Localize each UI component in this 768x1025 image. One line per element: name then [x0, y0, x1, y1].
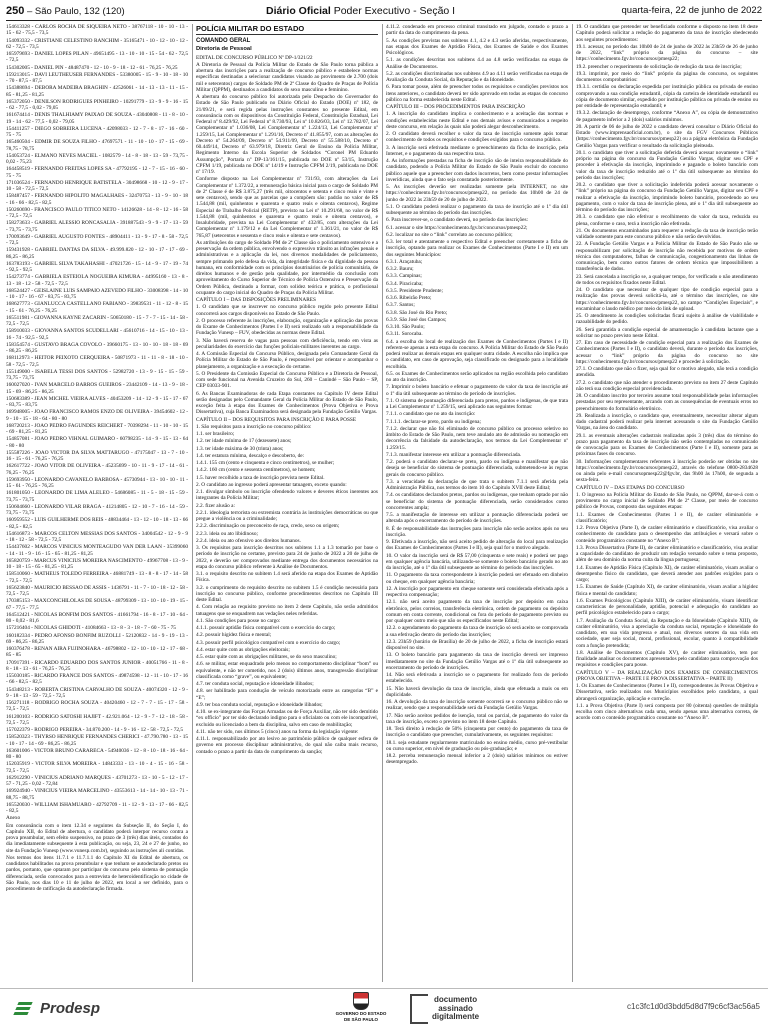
government-name-line1: GOVERNO DO ESTADO: [335, 1011, 387, 1016]
paragraph: 4.2. possuir higidez física e mental;: [196, 632, 272, 639]
paragraph: 7.3. a veracidade da declaração de que trata o subitem 7.1.1 será aferida pela Administração Pública, nos termos do item 10 do Capítulo XVII deste Edital;: [386, 478, 568, 491]
paragraph: 20.2. o candidato que tiver a solicitação indeferida poderá acessar novamente o “link” próprio na página do concurso da Fundação Getúlio Vargas, digitar seu CPF e realizar a efetivação da inscrição, imprimindo boleto bancário, procedendo ao seu pagamento, com o valor da taxa de inscrição plena, até o 1º dia útil subsequente ao término do período das inscrições;: [576, 182, 758, 213]
paragraph: 165460504 - EDMIR DE SOUZA FILHO - 47697571 - 11 - 10 - 10 - 17 - 15 - 69 - 78,75 - 78,75: [6, 139, 188, 152]
paragraph: 9. Efetivada a inscrição, não será aceito pedido de alteração do local para realização dos Exames de Conhecimentos (Partes I e II), seja qual for o motivo alegado.: [386, 539, 568, 552]
paragraph: 168627773 - GIANLUCCA CASTELLANO FABIANO - 39839531 - 11 - 12 - 8 - 15 - 15 - 61 - 76,25 - 76,25: [6, 301, 188, 314]
paragraph: 165520030 - WILLIAM ISHAMUARO - 42792709 - 11 - 12 - 9 - 13 - 17 - 66 - 82,5 - 82,5: [6, 801, 188, 814]
column-3: [386, 24, 568, 982]
paragraph: 161674414 - DENIS THALHIAMY PAIXAO DE SOUZA - 43040808 - 11 - 8 - 10 - 19 - 14 - 62 - 77,5 - 0,02 - 79,05: [6, 112, 188, 125]
paragraph: 12. A inscrição por pagamento em cheque somente será considerada efetivada após a respectiva compensação;: [386, 585, 568, 598]
paragraph: 2.1. divulgar símbolo ou inscrição ofendendo valores e deveres éticos inerentes aos integrantes da Polícia Militar;: [196, 489, 378, 502]
paragraph: 5.1. as condições descritas nos subitens 4.4 ao 4.8 serão verificadas na etapa de Análise de Documentos.: [386, 57, 568, 70]
paragraph: 5. O Presidente da Comissão Especial do Concurso Público e a Diretoria de Pessoal, com sede funcional na Avenida Cruzeiro do Sul, 260 – Canindé – São Paulo – SP, CEP 03033-901.: [196, 370, 378, 390]
paragraph: 1. A inscrição do candidato implica o conhecimento e a aceitação das normas e condições estabelecidas neste Edital e nos demais avisos e comunicados a respeito deste concurso, em relação às quais não poderá alegar desconhecimento.: [386, 111, 568, 130]
paragraph: 168720213 - JOAO PEDRO FAGUNDES REICHERT - 70398294 - 11 - 10 - 10 - 15 - 69 - 81,25 - 81,25: [6, 422, 188, 435]
paragraph: 5.1. O candidato poderá realizar o pagamento da taxa de inscrição até o 1º dia útil subsequente ao término do período das inscrições.: [386, 203, 568, 216]
paragraph: 160959552 - LUIS GUILHERME DOS REIS - 48834464 - 13 - 12 - 10 - 18 - 13 - 66 - 82,5 - 82,5: [6, 517, 188, 530]
paragraph: CAPÍTULO II – DOS REQUISITOS PARA INSCRIÇÃO E PARA POSSE: [196, 416, 357, 423]
paragraph: 150683389 - JEAN MICHEL VIEIRA ALVES - 40453209 - 14 - 12 - 9 - 15 - 17 - 67 - 83,75 - 83,75: [6, 395, 188, 408]
paragraph: 170917391 - RICARDO EDUARDO DOS SANTOS JUNIOR - 40051766 - 11 - 8 - 8 - 18 - 13 - 61 - 76,25 - 76,25: [6, 659, 188, 672]
paragraph: 163601006 - VICTOR BRUNO CARARECA - 54940036 - 12 - 8 - 10 - 18 - 16 - 64 - 80 - 80: [6, 747, 188, 760]
paragraph: 20.3. o candidato que não efetivar o recolhimento do valor da taxa, reduzida ou plena, conforme o caso, terá a inscrição não efetivada.: [576, 214, 758, 227]
publication-date: quarta-feira, 22 de junho de 2022: [621, 5, 762, 16]
prodesp-logo: [14, 999, 100, 1017]
paragraph: 4.6. se militar, estar enquadrado pelo menos no comportamento disciplinar “bom” ou equivalente, e não ter cometido, nos 2 (dois) últimos anos, transgressão disciplinar classificada como “grave”, ou equivalente;: [196, 661, 378, 680]
paragraph: 150260690 - FRANCISCO PAULO TITICO NETO - 14126628 - 14 - 8 - 12 - 16 - 58 - 72,5 - 72,5: [6, 206, 188, 219]
edital-body: [196, 55, 378, 755]
state-crest-icon: [353, 992, 369, 1010]
paragraph: 155149000 - ISABELA TESSI DOS SANTOS - 52982720 - 13 - 9 - 15 - 15 - 59 - 73,75 - 73,75: [6, 368, 188, 381]
paragraph: 7.4. os candidatos declarados pretos, pardos ou indígenas, que tenham optado por não se beneficiar do sistema de pontuação diferenciada, serão considerados como concorrentes ampla;: [386, 492, 568, 511]
paragraph: 26. Será garantida a condição especial de amamentação à candidata lactante que a solicitar no prazo previsto neste Edital.: [576, 326, 758, 339]
paragraph: 6.3.11. Sorocaba.: [386, 331, 423, 338]
paragraph: 164458519 - FERNANDO FREITAS LOPES SA - 47792195 - 12 - 7 - 15 - 16 - 60 - 75 - 75: [6, 166, 188, 179]
paragraph: 1. São requisitos para a inscrição no concurso público:: [196, 423, 312, 430]
paragraph: 7.1.3. manifestar interesse em utilizar a pontuação diferenciada.: [386, 451, 522, 458]
prodesp-mark-icon: [14, 1000, 36, 1016]
paragraph: 164512421 - NICOLAS BONFIM DOS SANTOS - 41661794 - 16 - 8 - 17 - 10 - 64 - 80 - 0,02 - 81,6: [6, 611, 188, 624]
paragraph: A Diretoria de Pessoal da Polícia Militar do Estado de São Paulo torna pública a abertura das inscrições para a realização de concurso público e estabelece normas específicas destinadas a selecionar candidatos visando ao provimento de 2.700 (dois mil e setecentos) cargos de Soldado PM de 2ª Classe do Quadro de Praças de Polícia Militar (QPPM), destinados a candidatos do sexo masculino e feminino.: [196, 61, 378, 93]
paragraph: 6.3.9. São José dos Campos;: [386, 316, 447, 323]
signature-bracket-icon: [410, 994, 428, 1024]
paragraph: 6.3.6. Ribeirão Preto;: [386, 295, 432, 301]
paragraph: 1.2. Prova Objetiva (Parte I), de caráter eliminatório e classificatório, visa avaliar o conhecimento do candidato para o desempenho das atribuições e versará sobre o conteúdo programático constante no “Anexo B”;: [576, 525, 758, 544]
paragraph: 24. O candidato que necessitar de qualquer tipo de condição especial para a realização das provas deverá solicitá-la, até o término das inscrições, no site https://conhecimento.fgv.br/concursos/pmesp22, no campo “Condições Especiais”, e encaminhar o laudo médico por meio do link de upload.: [576, 287, 758, 312]
paragraph: 27.2. o candidato que não atender o procedimento previsto no item 27 deste Capítulo não terá sua condição especial providenciada.: [576, 379, 758, 392]
section-subtitle: COMANDO GERAL: [196, 38, 251, 44]
paragraph: 165511981 - GIOVANNA KAYNE ZACARIN - 50650180 - 15 - 7 - 7 - 15 - 14 - 58 - 72,5 - 72,5: [6, 314, 188, 327]
paragraph: 154093332 - CRISTIANE CELESTINO RANCHIM - 35165471 - 10 - 12 - 10 - 12 - 62 - 72,5 - 73,5: [6, 37, 188, 50]
paragraph: 8. É de responsabilidade das instruções para inscrição não serão aceitos após no seu inscrição.: [386, 525, 568, 538]
paragraph: 169924940 - VINICIUS VIEIRA MARCELINO - 43553613 - 14 - 14 - 10 - 13 - 71 - 88,75 - 88,75: [6, 788, 188, 801]
paragraph: 161801050 - LEONARDO DE LIMA ALELEO - 54686085 - 11 - 5 - 18 - 15 - 59 - 73,75 - 73,75: [6, 490, 188, 503]
paragraph: 165820759 - MARCUS VINICIUS MOREIRA NASCIMENTO - 49967708 - 13 - 9 - 10 - 18 - 15 - 65 - 81,25 - 81,25: [6, 557, 188, 570]
paragraph: 7.2. poderá o candidato declarar-se preto, pardo ou indígena e manifestar que não deseja se beneficiar do sistema de pontuação diferenciada, submetendo-se às regras gerais do concurso público.: [386, 459, 568, 478]
paragraph: 4.8. ser habilitado para condução de veículo motorizado entre as categorias “B” e “E”;: [196, 688, 378, 701]
paragraph: 7.1.2. declarar que não foi eliminado de concurso público ou processo seletivo no âmbito do Estado de São Paulo, nem teve anulado ato de admissão ou nomeação em decorrência da falsidade da autodeclaração, nos termos da Lei Complementar nº 1.259/15.: [386, 425, 568, 451]
paragraph: 157022379 - RODRIGO PEREIRA - 34.870.200 - 14 - 9 - 16 - 12 - 58 - 72,5 - 72,5: [6, 727, 183, 733]
paragraph: 11. O pagamento da taxa correspondente à inscrição poderá ser efetuado em dinheiro ou cheque, em qualquer agência bancária;: [386, 572, 568, 585]
paragraph: 154053724 - ELMANO NEVES MACIEL - 1082579 - 14 - 8 - 18 - 13 - 59 - 73,75 - 0,02 - 75,23: [6, 152, 188, 165]
paragraph: 154411257 - DIEGO SOBREIRA LUCENA - 42098033 - 12 - 7 - 8 - 17 - 16 - 60 - 75 - 75: [6, 125, 188, 138]
paragraph: CAPÍTULO I – DAS DISPOSIÇÕES PRELIMINARES: [196, 297, 316, 303]
paragraph: 4.9. ter boa conduta social, reputação e idoneidade ilibados;: [196, 701, 323, 708]
paragraph: 29. Realizada a inscrição, o candidato que, eventualmente, necessitar alterar algum dado cadastral poderá realizar pela internet acessando o site da Fundação Getúlio Vargas, na área do candidato.: [576, 412, 758, 432]
paragraph: 18.1. seja estudante regularmente matriculado no ensino médio, curso pré-vestibular ou curso superior, em nível de graduação ou pós-graduação; e: [386, 739, 568, 752]
paragraph: 154616873 - MARCOS CELTON MESSIAS DOS SANTOS - 34004542 - 12 - 9 - 9 - 18 - 12 - 58 - 72,5 - 72,5: [6, 530, 188, 543]
prodesp-wordmark: Prodesp: [40, 999, 101, 1017]
paragraph: 169948005 - JOAO FRANCISCO RAMOS ENZO DE OLIVEIRA - 39454602 - 12 - 9 - 10 - 15 - 18 - 64 - 80 - 80: [6, 409, 188, 422]
paragraph: 7.1.1.1. declarar-se preto, pardo ou indígena;: [386, 418, 481, 425]
paragraph: 6.2. localizar no site o “link” correlato ao concurso público;: [386, 231, 513, 238]
paragraph: 2. O candidato deverá recolher o valor da taxa de inscrição somente após tomar conhecimento de todos os requisitos e condições exigidos para o concurso público.: [386, 131, 568, 144]
paragraph: 13. O boleto bancário para pagamento da taxa de inscrição deverá ser impresso imediatamente no site da Fundação Getúlio Vargas até o 1º dia útil subsequente ao encerramento do período de inscrições.: [386, 652, 568, 671]
paragraph: 165372050 - DENILSON RODRIGUES PINHEIRO - 10291779 - 13 - 9 - 9 - 16 - 15 - 62 - 77,5 - 0,02 - 79,05: [6, 98, 188, 111]
paragraph: 159693950 - LEONARDO CAVANELO BARBOSA - 45730944 - 13 - 10 - 10 - 11 - 15 - 61 - 76,25 - 76,25: [6, 476, 188, 489]
paragraph: 6.3.5. Presidente Prudente;: [386, 287, 443, 294]
paragraph: 2. O processo referente às inscrições, elaboração, organização e aplicação das provas do Exame de Conhecimentos (Partes I e II) será realizado sob a responsabilidade da Fundação Vunesp – FUV, obedecidas as normas deste Edital.: [196, 317, 378, 337]
paragraph: 6.5. os Exames de Conhecimentos serão aplicados na região escolhida pelo candidato no ato da inscrição.: [386, 370, 568, 383]
paragraph: 27.1. O candidato que não o fizer, seja qual for o motivo alegado, não terá a condição atendida.: [576, 366, 758, 379]
header-edition: São Paulo, 132 (120): [34, 6, 125, 17]
paragraph: 7.5. a manifestação de interesse em utilizar a pontuação diferenciada poderá ser alterada após o encerramento do período de inscrições.: [386, 512, 568, 525]
paragraph: 1. Os Exames de Conhecimentos (Partes I e II), correspondentes às Provas Objetiva e Dissertativa, serão realizados nos Municípios escolhidos pelo candidato, a qual abrangerá organização, aplicação e correção.: [576, 683, 758, 702]
paragraph: CAPÍTULO III – DOS PROCEDIMENTOS PARA INSCRIÇÃO: [386, 104, 525, 110]
paragraph: 161200103 - RODRIGO SATOSHI HAJIFT - 42.921.064 - 12 - 9 - 7 - 12 - 18 - 58 - 72,5 - 72,5: [6, 713, 188, 726]
paragraph: 168524427 - GEISLAINE LUIS SAMPAIO AZEVEDO FILHO - 33008398 - 14 - 10 - 10 - 17 - 16 - 67 - 83,75 - 83,75: [6, 287, 188, 300]
paragraph: Anexo: [6, 815, 21, 822]
paragraph: 154348213 - ROBERTA CRISTINA CARVALHO DE SOUZA - 40074320 - 12 - 9 - 9 - 18 - 13 - 59 - 72,5 - 72,5: [6, 686, 188, 699]
paragraph: 1.8. Análise de Documentos (Capítulo XV), de caráter eliminatório, tem por finalidade analisar os documentos apresentados pelo candidato para comprovação dos requisitos e condições para posse.: [576, 649, 758, 669]
paragraph: 158354574 - GUSTAVO BRAGA COVOLO - 39660175 - 13 - 10 - 10 - 18 - 18 - 69 - 86,25 - 86,25: [6, 341, 188, 354]
paragraph: 3.1. o requisito descrito no subitem 1.4 será aferido na etapa dos Exames de Aptidão Física.: [196, 571, 378, 584]
paragraph: 4.11. não ter sido, nos últimos 5 (cinco) anos na forma da legislação vigente:: [196, 728, 359, 735]
paragraph: 152035919 - VICTOR SILVA MOREIRA - 14843333 - 13 - 10 - 4 - 15 - 16 - 58 - 72,5 - 72,5: [6, 761, 188, 774]
header-separator: –: [24, 6, 35, 17]
paragraph: 19.2. preencher o requerimento de solicitação de redução da taxa de inscrição;: [576, 63, 742, 70]
paragraph: 4.3. possuir perfil psicológico compatível com o exercício do cargo;: [196, 639, 341, 646]
paragraph: 6.3.8. São José do Rio Preto;: [386, 309, 448, 316]
paragraph: 160027020 - IVAN MARCELO BARROS GUEIROS - 23442109 - 14 - 13 - 9 - 18 - 15 - 69 - 86,25 - 86,25: [6, 382, 188, 395]
page-number-block: [6, 4, 125, 19]
paragraph: 158487457 - FERNANDO HIPOLITO MAGALHAES - 32470753 - 13 - 9 - 10 - 18 - 16 - 66 - 82,5 - 82,5: [6, 193, 188, 206]
paragraph: 3. Os requisitos para inscrição descritos nos subitens 1.1 a 1.3 tomarão por base o período de inscrição no certame, previsto para 24 de junho de 2022 a 20 de julho de 2022, e deverão ser comprovados mediante entrega dos documentos necessários na etapa do concurso público referente à Análise de Documentos.: [196, 545, 378, 570]
paragraph: 1.4.2. 160 cm (cento e sessenta centímetros), se homem;: [196, 467, 316, 474]
paragraph: 6.3. ler total e atentamente o respectivo Edital e preencher corretamente a ficha de inscrição, optando para realizar os Exames de Conhecimentos (Parte I e II) em um dos seguintes Municípios:: [386, 239, 568, 258]
paragraph: 17. Não serão aceitos pedidos de isenção, total ou parcial, de pagamento do valor da taxa de inscrição, exceto o previsto no item 18 deste Capítulo.: [386, 712, 568, 725]
paragraph: 1.6. Exames Psicológicos (Capítulo XIII), de caráter eliminatório, visam identificar características de personalidade, aptidão, potencial e adequação do candidato ao perfil psicológico estabelecido para o cargo;: [576, 597, 758, 617]
paragraph: CAPÍTULO IV – DAS ETAPAS DO CONCURSO: [576, 484, 685, 491]
paragraph: 19.3.1. certidão ou declaração expedida por instituição pública ou privada de ensino comprovando a sua condição estudantil, cópia da carteira de identidade estudantil ou cópia de documento similar, expedido por instituição pública ou privada de ensino ou por entidade de representação estudantil; e: [576, 84, 758, 109]
signature-text: [432, 996, 479, 1022]
paragraph: 4.10. se ex-integrante das Forças Armadas ou de Força Auxiliar, não ter sido demitido “ex officio” por ter sido declarado indigno para o oficialato ou com ele incompatível, excluído ou licenciado a bem da disciplina, salvo em caso de reabilitação;: [196, 709, 378, 728]
paragraph: 7.1.1. o candidato que no ato da inscrição:: [386, 411, 476, 418]
paragraph: 156271118 - RODRIGO ROCHA SOUZA - 40420460 - 12 - 7 - 7 - 15 - 17 - 58 - 72,5 - 72,5: [6, 700, 188, 713]
page-header: [6, 4, 762, 21]
paragraph: 18.2. perceba remuneração mensal inferior a 2 (dois) salários mínimos ou estiver desempregado.: [386, 753, 568, 766]
section-title: POLÍCIA MILITAR DO ESTADO: [196, 24, 378, 35]
paragraph: 158510060 - MATHEUS TOLEDO FERREIRA - 46881749 - 13 - 8 - 8 - 17 - 14 - 58 - 72,5 - 72,5: [6, 571, 188, 584]
paragraph: 165979693 - DANIEL LOPES PILAN - 49651495 - 13 - 10 - 10 - 15 - 54 - 62 - 72,5 - 72,5: [6, 51, 188, 64]
paragraph: 1.7. Avaliação da Conduta Social, da Reputação e da Idoneidade (Capítulo XIII), de caráter eliminatório, visa a apreciação da conduta social, reputação e idoneidade do candidato, em sua vida pregressa e atual, nos diversos setores da sua vida em sociedade, quer seja social, moral, profissional, escolar, quanto à compatibilidade com a função pretendida;: [576, 617, 758, 649]
paragraph: 22. A Fundação Getúlio Vargas e a Polícia Militar do Estado de São Paulo não se responsabilizam por solicitação de inscrição não recebida por motivos de ordem técnica dos computadores, falhas de comunicação, congestionamento das linhas de comunicação, bem como outros fatores de ordem técnica que impossibilitem a transferência de dados.: [576, 241, 758, 273]
paragraph: 16. A devolução da taxa de inscrição somente ocorrerá se o concurso público não se realizar, sendo que a responsabilidade será da Fundação Getúlio Vargas.: [386, 699, 568, 712]
paragraph: Conforme disposto na Lei Complementar nº 731/93, com alterações da Lei Complementar nº 1.372/22, a remuneração básica inicial para o cargo de Soldado PM de 2ª Classe é de R$ 3.875,27 (três mil, oitocentos e setenta e cinco reais e vinte e sete centavos), sendo que as parcelas que a compõem são: padrão no valor de R$ 1.544,88 (mil, quinhentos e quarenta e quatro reais e oitenta centavos), Regime Especial de Trabalho Policial (RETP), previsto na Lei nº 10.291/68, no valor de R$ 1.544,88 (mil, quinhentos e quarenta e quatro reais e oitenta centavos), e Insalubridade, prevista na Lei Complementar nº 432/85, com alterações da Lei Complementar nº 1.179/12 e da Lei Complementar nº 1.361/21, no valor de R$ 765,87 (setecentos e sessenta e cinco reais e oitenta e sete centavos).: [196, 176, 378, 239]
paragraph: 158273633 - GABRIEL ALESSIO RONCASALIA - 391887543 - 9 - 9 - 17 - 13 - 59 - 73,75 - 73,75: [6, 220, 188, 233]
paragraph: 6.3.3. Campinas;: [386, 273, 422, 280]
paragraph: 2.2.1. ideologia terrorista ou extremista contrária às instituições democráticas ou que pregue a violência ou a criminalidade;: [196, 509, 378, 522]
paragraph: 18. Terá direito à redução de 50% (cinquenta por cento) do pagamento da taxa de inscrição o candidato que preencher, cumulativamente, os seguintes requisitos:: [386, 726, 568, 739]
paragraph: 1. O candidato que se inscrever no concurso público regido pelo presente Edital concorrerá aos cargos disponíveis no Estado de São Paulo.: [196, 304, 378, 317]
signature-line2: assinado: [438, 1003, 473, 1013]
paragraph: 1.5. haver recolhido a taxa de inscrição prevista neste Edital.: [196, 474, 325, 481]
paragraph: 6.3.2. Bauru;: [386, 266, 414, 272]
paragraph: 12.1. não será aceito pagamento da taxa de inscrição por depósito em caixa eletrônico, pelos correios, transferência eletrônica, ordem de pagamento ou depósito comum em conta corrente, condicional ou fora do período de pagamento previsto ou por qualquer outro meio que não os especificados neste Edital;: [386, 599, 568, 624]
paragraph: 28. O candidato inscrito por terceiro assume total responsabilidade pelas informações prestadas por seu representante, arcando com as consequências de eventuais erros no preenchimento do formulário eletrônico.: [576, 393, 758, 412]
paragraph: 1.4. ter estatura mínima, descalço e descoberto, de:: [196, 452, 305, 459]
paragraph: 19.3. imprimir, por meio do “link” próprio da página do concurso, os seguintes documentos comprobatórios:: [576, 70, 758, 83]
column-divider: [572, 24, 573, 982]
paragraph: 170385153 - MAXCONCHILOLAS DE SOUSA - 48799309 - 13 - 10 - 10 - 19 - 15 - 67 - 77,5 - 77,5: [6, 598, 188, 611]
paragraph: 27. Em caso de necessidade de condição especial para a realização dos Exames de Conhecimentos (Partes I e II), o candidato deverá, durante o período das inscrições, acessar o “link” próprio da página do concurso no site https://conhecimento.fgv.br/concursos/pmesp22 e proceder à solicitação.: [576, 340, 758, 365]
paragraph: 4.1. São condições para posse no cargo:: [196, 617, 281, 624]
paragraph: 4.5. estar quite com as obrigações militares, se do sexo masculino;: [196, 654, 337, 660]
paragraph: 2.2.2. discriminação ou preconceito de raça, credo, sexo ou origem;: [196, 523, 340, 530]
paragraph: 1. O ingresso na Polícia Militar do Estado de São Paulo, no QPPM, dar-se-á com o provimento no cargo inicial de Soldado PM de 2ª Classe, por meio de concurso público de Provas, composto das seguintes etapas:: [576, 491, 758, 511]
publication-section: Poder Executivo - Seção I: [330, 5, 456, 17]
paragraph: 1.1. a Prova Objetiva (Parte I) será composta por 80 (oitenta) questões de múltipla escolha com cinco alternativas cada uma, sendo apenas uma alternativa correta, de acordo com o conteúdo programático constante no “Anexo B”.: [576, 702, 758, 722]
paragraph: 3. Não haverá reserva de vagas para pessoas com deficiência, tendo em vista as peculiaridades do exercício das funções policiais-militares inerentes ao cargo.: [196, 337, 378, 350]
paragraph: As atribuições do cargo de Soldado PM de 2ª Classe são o policiamento ostensivo e a preservação da ordem pública, envolvendo o expressivo trânsito as infrações penais e administrativas e a aplicação da lei, nos diversos modalidades de policiamento, sempre primando pelo defesa da vida, da integridade física e da dignidade da pessoa humana, em conformidade com os princípios doutrinários de polícia comunitária, de direitos humanos e de gestão pela qualidade, por intermédio da conclusão com aproveitamento do Curso Superior de Técnico de Polícia Ostensiva e Preservação da Ordem Pública, destinado a formar, com solidez teórica e prática, o profissional ocupante do cargo inicial do Quadro de Praças da Polícia Militar.: [196, 239, 378, 296]
paragraph: A abertura do concurso público foi autorizada pelo Despacho do Governador do Estado de São Paulo publicado no Diário Oficial do Estado (DOE) nº 182, de 21/09/21, e será regida pelas instruções constantes no presente Edital, em consonância com os dispositivos da Constituição Federal, Constituição Estadual, Lei Federal nº 8.429/92, Lei Federal nº 8.730/93, Lei nº 10.826/03, Lei nº 12.782/07, Lei Complementar nº 1.036/08, Lei Complementar nº 1.224/13, Lei Complementar nº 1.259/15, Lei Complementar nº 1.291/16, Decreto nº 41.855/97, com as alterações do Decreto nº 54.264/09, Decreto nº 54.911/09, Decreto nº 55.588/10, Decreto nº 60.449/14, Decreto nº 63.979/18, Diretriz Geral de Ensino da Polícia Militar, Regimento Interno da Escola Superior de Soldados “Coronel PM Eduardo Assumpção”, Portaria nº DP-13/161/15, publicada no DOE nº 53/15, Instrução CPFM 1/19, publicada no DOE nº 14/19 e Instrução CPFM 2/19, publicada no DOE nº 17/19.: [196, 94, 378, 175]
page-number: 250: [6, 5, 25, 17]
paragraph: 2.2.3. ideia ou ato libidinoso;: [196, 530, 258, 537]
paragraph: 162912290 - VINICIUS ADRIANO MARQUES - 43701273 - 13 - 10 - 5 - 12 - 17 - 57 - 71,25 - 0,02 - 72,84: [6, 774, 188, 787]
paragraph: 157216404 - NICOLAS GHIDOTI - 41084663 - 13 - 8 - 3 - 18 - 7 - 60 - 75 - 75: [6, 625, 176, 632]
paragraph: 10. O valor da inscrição será de R$ 57,00 (cinquenta e sete reais) e poderá ser pago em qualquer agência bancária, utilizando-se somente o boleto bancário gerado no ato da inscrição, até o 1º dia útil subsequente ao término do período das inscrições.: [386, 552, 568, 571]
paragraph: 6.4. a escolha do local de realização dos Exames de Conhecimentos (Partes I e II) referem-se apenas a esta etapa do concurso. A Polícia Militar do Estado de São Paulo poderá realizar as demais etapas em qualquer outra cidade. A escolha não implica que o candidato, em caso de aprovação, seja classificado ou designado para a localidade escolhida.: [386, 338, 568, 370]
paragraph: 170093649 - GABRIEL AUGUSTO FONTES - 48904411 - 13 - 9 - 17 - 8 - 58 - 72,5 - 72,5: [6, 233, 188, 246]
paragraph: 5.2. as condições discriminadas nos subitens 4.9 ao 4.11 serão verificadas na etapa de Avaliação da Conduta Social, da Reputação e da Idoneidade.: [386, 70, 568, 83]
paragraph: 171036524 - FERNANDO HENRIQUE BATISTELA - 30498668 - 10 - 12 - 9 - 17 - 10 - 58 - 72,5 - 72,5: [6, 179, 188, 192]
column-1: [6, 24, 188, 982]
paragraph: 163783193 - GABRIEL SILVA TAKAHASHI - 47021726 - 15 - 14 - 9 - 17 - 19 - 74 - 92,5 - 92,5: [6, 260, 188, 273]
paragraph: 1.5. Exames de Saúde (Capítulo XI), de caráter eliminatório, visam avaliar a higidez física e mental do candidato;: [576, 584, 758, 597]
paragraph: 150604660 - LEONARDO VILAR BRAGA - 41214805 - 12 - 10 - 7 - 16 - 14 - 59 - 73,75 - 73,75: [6, 503, 188, 516]
paragraph: 168112973 - HEITOR PEIXOTO CERQUEIRA - 50871973 - 11 - 11 - 8 - 18 - 10 - 58 - 72,5 - 72,5: [6, 355, 188, 368]
paragraph: 1.4.1. 155 cm (cento e cinquenta e cinco centímetros), se mulher;: [196, 460, 335, 466]
paragraph: 160376478 - RENAN AIRA FUJINOHARA - 46798802 - 12 - 10 - 10 - 12 - 17 - 68 - 85 - 85: [6, 646, 188, 659]
paragraph: EDITAL DE CONCURSO PÚBLICO Nº DP-1/321/22: [196, 54, 313, 61]
paragraph: 7.1. O sistema de pontuação diferenciada para pretos, pardos e indígenas, de que trata a Lei Complementar nº 1.259/15, será aplicado nas seguintes formas:: [386, 397, 568, 410]
paragraph: 25. O atendimento às condições solicitadas ficará sujeito à análise de viabilidade e razoabilidade do pedido.: [576, 313, 758, 326]
paragraph: 30. Informações complementares referentes à inscrição poderão ser obtidas no site https://conhecimento.fgv.br/concursos/pmesp22, através do telefone 0800-2834628 ou ainda pelo e-mail concursopmesp22@fgv.br, das 9h00 às 17h00, de segunda a sexta-feira.: [576, 458, 758, 484]
paragraph: 20. A partir de 06 de julho de 2022 o candidato deverá consultar o Diário Oficial do Estado (www.imprensaoficial.com.br), o site da FGV Concursos Públicos (https://conhecimento.fgv.br/concursos/pmesp22) ou a página eletrônica da Fundação Getúlio Vargas para verificar o resultado da solicitação pleiteada.: [576, 123, 758, 149]
paragraph: 5. As condições previstas nos subitens 4.1, 4.2 e 4.3 serão aferidas, respectivamente, nas etapas dos Exames de Aptidão Física, dos Exames de Saúde e dos Exames Psicológicos.: [386, 37, 568, 56]
paragraph: 6. Para inscrever-se, o candidato deverá, no período das inscrições:: [386, 217, 528, 224]
paragraph: 4. Com relação ao requisito previsto no item 2 deste Capítulo, não serão admitidos tatuagens que se enquadrem nas vedações neles referidas.: [196, 604, 378, 617]
paragraph: 159431928 - GABRIEL DANTAS DA SILVA - 49.999.820 - 12 - 10 - 17 - 17 - 69 - 86,25 - 86,25: [6, 247, 188, 260]
paragraph: 19.3.2. declaração de desemprego, conforme “Anexo A”, ou cópia de demonstrativo de pagamento inferior a 2 (dois) salários mínimos.: [576, 110, 758, 123]
paragraph: 154273774 - GABRIELA ESTEIOLA NOGUEIRA KIMURA - 44995160 - 13 - 8 - 13 - 18 - 12 - 58 - 72,5 - 72,5: [6, 274, 188, 287]
paragraph: 162617722 - JOAO VITOR DE OLIVEIRA - 45235699 - 10 - 11 - 9 - 17 - 14 - 61 - 76,25 - 76,25: [6, 463, 188, 476]
paragraph: 6.1. acessar o site https://conhecimento.fgv.br/concursos/pmesp22;: [386, 224, 528, 231]
paragraph: 2.2. fizer alusão a:: [196, 502, 235, 509]
paragraph: 1.1. Exames de Conhecimentos (Partes I e II), de caráter eliminatório e classificatório;: [576, 511, 758, 524]
paragraph: 4.11.1. responsabilizado por ato lesivo ao patrimônio público de qualquer esfera de governo em processo disciplinar administrativo, do qual não caiba mais recurso, contado o prazo a partir da data do cumprimento da sanção;: [196, 736, 378, 755]
paragraph: 2.2.4. ideia ou ato ofensivo aos direitos humanos.: [196, 537, 301, 544]
paragraph: 6. Para tomar posse, além de preencher todos os requisitos e condições previstos nos itens anteriores, o candidato deverá ter sido aprovado em todas as etapas do concurso público na forma estabelecida neste Edital.: [386, 84, 568, 103]
paragraph: 154857081 - JOAO PEDRO VIHNAL GUIMARO - 60798235 - 14 - 9 - 15 - 13 - 64 - 80 - 80: [6, 436, 188, 449]
document-id: c1c3fc1d0d3bdd5d8d7f9c6cf3ac56a5: [627, 1002, 760, 1011]
paragraph: 1.1. ser brasileiro;: [196, 431, 235, 437]
paragraph: 19. O candidato que pretender ser beneficiado conforme o disposto no item 18 deste Capítulo poderá solicitar a redução do pagamento da taxa de inscrição obedecendo aos seguintes procedimentos:: [576, 24, 758, 43]
paragraph: 159213015 - DAVI LEUTHEUSER FERNANDES - 53380005 - 15 - 9 - 10 - 18 - 10 - 70 - 87,5 - 87,5: [6, 71, 188, 84]
paragraph: 1.3. ter idade máxima de 30 (trinta) anos;: [196, 445, 284, 452]
paragraph: 6.3.10. São Paulo;: [386, 324, 425, 330]
column-divider: [192, 24, 193, 982]
paragraph: 21. Os documentos encaminhados para requerer a redução da taxa de inscrição terão validade somente para este concurso público e não serão devolvidos.: [576, 227, 758, 240]
paragraph: 154302005 - DANIEL PIN - 48487470 - 12 - 10 - 9 - 18 - 12 - 61 - 76,25 - 76,25: [6, 64, 178, 71]
column-2: [196, 24, 378, 982]
signature-line1: documento: [434, 995, 478, 1005]
paragraph: 6. As Bancas Examinadoras de cada Etapa constantes no Capítulo IV deste Edital serão designadas pelo Comandante Geral da Polícia Militar do Estado de São Paulo, exceção feita à etapa dos Exames de Conhecimentos (Prova Objetiva e Prova Dissertativa), cuja Banca Examinadora será designada pela Fundação Getúlio Vargas.: [196, 390, 378, 416]
paragraph: 29.1. as eventuais alterações cadastrais realizadas após 3 (três) dias do término do prazo para pagamento da taxa de inscrição não serão contempladas no comunicado de convocação para os Exames de Conhecimentos (Parte I e II), somente para as próximas fases do concurso.: [576, 432, 758, 458]
government-logo: [326, 992, 396, 1022]
paragraph: 1.3. Prova Dissertativa (Parte II), de caráter eliminatório e classificatório, visa avaliar a capacidade do candidato de produzir um redação versando sobre o tema proposto, além de seu domínio da norma culta da língua portuguesa;: [576, 544, 758, 564]
paragraph: 158910033 - GIOVANNA SANTOS SCUDELLARI - 45610716 - 14 - 15 - 10 - 13 - 16 - 74 - 92,5 - 92,5: [6, 328, 188, 341]
paragraph: 6.3.7. Santos;: [386, 302, 415, 309]
paragraph: 155587226 - JOAO VICTOR DA SILVA MATTARUGO - 47175047 - 13 - 7 - 10 - 16 - 15 - 61 - 76,25 - 76,25: [6, 449, 188, 462]
paragraph: 7. Imprimir o boleto bancário e efetuar o pagamento do valor da taxa de inscrição até o 1º dia útil subsequente ao término do período de inscrições.: [386, 384, 568, 397]
paragraph: 158520323 - THYRSO HENRIQUE FERNANDES CHERICI - 47.790.780 - 13 - 15 - 10 - 17 - 14 - 69 - 86,25 - 86,25: [6, 734, 188, 747]
paragraph: 2. O candidato ao ingresso poderá apresentar tatuagem, exceto quando:: [196, 481, 347, 488]
paragraph: 165623840 - MAURICIO BESSAO DE ASSIS - 1436791 - 11 - 7 - 10 - 18 - 12 - 58 - 72,5 - 72,5: [6, 584, 188, 597]
paragraph: 14. Não será efetivada a inscrição se o pagamento for realizado fora do período estabelecido.: [386, 672, 568, 685]
paragraph: 154388694 - DEBORA MADEIRA BRAGHIN - 42526061 - 14 - 13 - 13 - 11 - 15 - 85 - 81,25 - 81,25: [6, 85, 188, 98]
paragraph: 4.4. estar quite com as obrigações eleitorais;: [196, 646, 290, 653]
paragraph: 154613328 - CARLOS ROCHA DE SIQUEIRA NETO - 38767118 - 10 - 10 - 13 - 15 - 62 - 75,5 - 73,5: [6, 24, 188, 37]
paragraph: 3.2. o cumprimento do requisito descrito no subitem 1.5 é condição necessária para inscrição no concurso público, conforme procedimentos descritos no Capítulo III deste Edital.: [196, 584, 378, 603]
paragraph: 4.11.2. condenado em processo criminal transitado em julgado, contado o prazo a partir da data do cumprimento da pena.: [386, 24, 568, 37]
paragraph: 4.1.1. possuir aptidão física compatível com o exercício do cargo;: [196, 625, 336, 631]
paragraph: 4. As informações prestadas na ficha de inscrição são de inteira responsabilidade do candidato, podendo a Polícia Militar do Estado de São Paulo excluir do concurso público aquele que a preencher com dados incorretos, bem como prestar informações inverídicas, ainda que o fato seja constatado posteriormente.: [386, 158, 568, 183]
paragraph: 4.7. ter conduta social, reputação e idoneidade ilibados;: [196, 681, 314, 687]
government-name-line2: DE SÃO PAULO: [344, 1017, 378, 1022]
paragraph: 6.3.1. Araçatuba;: [386, 258, 423, 265]
paragraph: Em consonância com o item 12.34 e seguintes da Subseção II, do Seção I, do Capítulo XII, do Edital de abertura, o candidato poderá interpor recurso contra a prova preambular, sem efeito suspensivo, no prazo de 3 (três) dias úteis, contados do dia imediatamente subsequente à esta publicação, ou seja, 23, 24 e 27 de junho, no site da Fundação Vunesp (www.vunesp.com.br), seguindo as instruções ali contidas.: [6, 822, 188, 854]
paragraph: 15. Não haverá devolução da taxa de inscrição, ainda que efetuada a mais ou em duplicidade.: [386, 685, 568, 698]
paragraph: 155030185 - RICARDO FRANCE DOS SANTOS - 49874598 - 12 - 11 - 10 - 17 - 16 - 66 - 82,5 - 82,5: [6, 673, 188, 686]
paragraph: 20.1. o candidato que tiver a solicitação deferida deverá acessar novamente o “link” próprio na página do concurso da Fundação Getúlio Vargas, digitar seu CPF e proceder à efetivação da inscrição, imprimindo e pagando o boleto bancário com valor da taxa de inscrição reduzido até o 1º dia útil subsequente ao término do período das inscrições;: [576, 149, 758, 181]
paragraph: 6.3.4. Piracicaba;: [386, 280, 423, 287]
section-department: Diretoria de Pessoal: [196, 45, 252, 52]
paragraph: 12.3. 23h59 (horário de Brasília) de 20 de julho de 2022, a ficha de inscrição estará disponível no site.: [386, 638, 568, 651]
publication-name: Diário Oficial: [266, 5, 331, 17]
publication-title: [266, 4, 455, 18]
paragraph: 19.1. acessar, no período das 10h00 de 24 de junho de 2022 às 23h59 de 26 de junho de 2022, “link” próprio da página do concurso – site https://conhecimento.fgv.br/concursos/pmesp22;: [576, 43, 758, 63]
paragraph: 23. Será cancelada a inscrição se, a qualquer tempo, for verificado o não atendimento de todos os requisitos fixados neste Edital.: [576, 273, 758, 286]
paragraph: 160182334 - PEDRO AFONSO BONFIM RUZOLLI - 52120832 - 14 - 9 - 19 - 13 - 69 - 86,25 - 86,25: [6, 632, 188, 645]
paragraph: 154437602 - MARCOS VINICIUS MONTEAGUDO VAN DER LAAN - 35399060 - 14 - 11 - 9 - 16 - 15 - 65 - 81,25 - 81,25: [6, 544, 188, 557]
paragraph: CAPÍTULO V – DA REALIZAÇÃO DOS EXAMES DE CONHECIMENTOS (PROVA OBJETIVA – PARTE I E PROVA DISSERTATIVA – PARTE II): [576, 669, 758, 682]
digital-signature-seal: [410, 994, 479, 1024]
paragraph: 1.4. Exames de Aptidão Física (Capítulo XI), de caráter eliminatório, visam avaliar o desempenho físico do candidato, que deverá atender aos padrões exigidos para o cargo;: [576, 564, 758, 583]
column-divider: [382, 24, 383, 982]
page-footer: [0, 988, 768, 1025]
paragraph: 4. A Comissão Especial do Concurso Público, designada pelo Comandante Geral da Polícia Militar do Estado de São Paulo, é responsável por orientar e acompanhar o planejamento, a organização e a execução do certame.: [196, 351, 378, 370]
text-columns: [6, 24, 762, 984]
paragraph: 3. A inscrição será efetivada mediante o preenchimento da ficha de inscrição, pela Internet, e o pagamento da sua respectiva taxa.: [386, 144, 568, 157]
paragraph: Nos termos dos itens 11.7.1 e 11.7.1.1 do Capítulo XI do Edital de abertura, os candidatos habilitados na prova preambular e que tenham se autodeclarado pretos ou pardos, portanto, que optaram por participar do concurso pelo sistema de pontuação diferenciada, serão convocados para a entrevista de heteroidentificação no cidade de São Paulo, nos dias 10 e 11 de julho de 2022, em local a ser definido, para o procedimento de ratificação da autodeclaração firmada.: [6, 854, 188, 892]
paragraph: 1.2. ter idade mínima de 17 (dezessete) anos;: [196, 438, 292, 445]
column-4: [576, 24, 758, 982]
signature-line3: digitalmente: [432, 1012, 480, 1022]
paragraph: 12.2. o agendamento do pagamento da taxa de inscrição só será aceito se comprovada a sua efetivação dentro do período das inscrições;: [386, 625, 568, 638]
paragraph: 5. As inscrições deverão ser realizadas somente pela INTERNET, no site https://conhecimento.fgv.br/concursos/pmesp22, no período das 10h00 de 24 de junho de 2022 às 23h59 de 20 de julho de 2022.: [386, 184, 568, 203]
